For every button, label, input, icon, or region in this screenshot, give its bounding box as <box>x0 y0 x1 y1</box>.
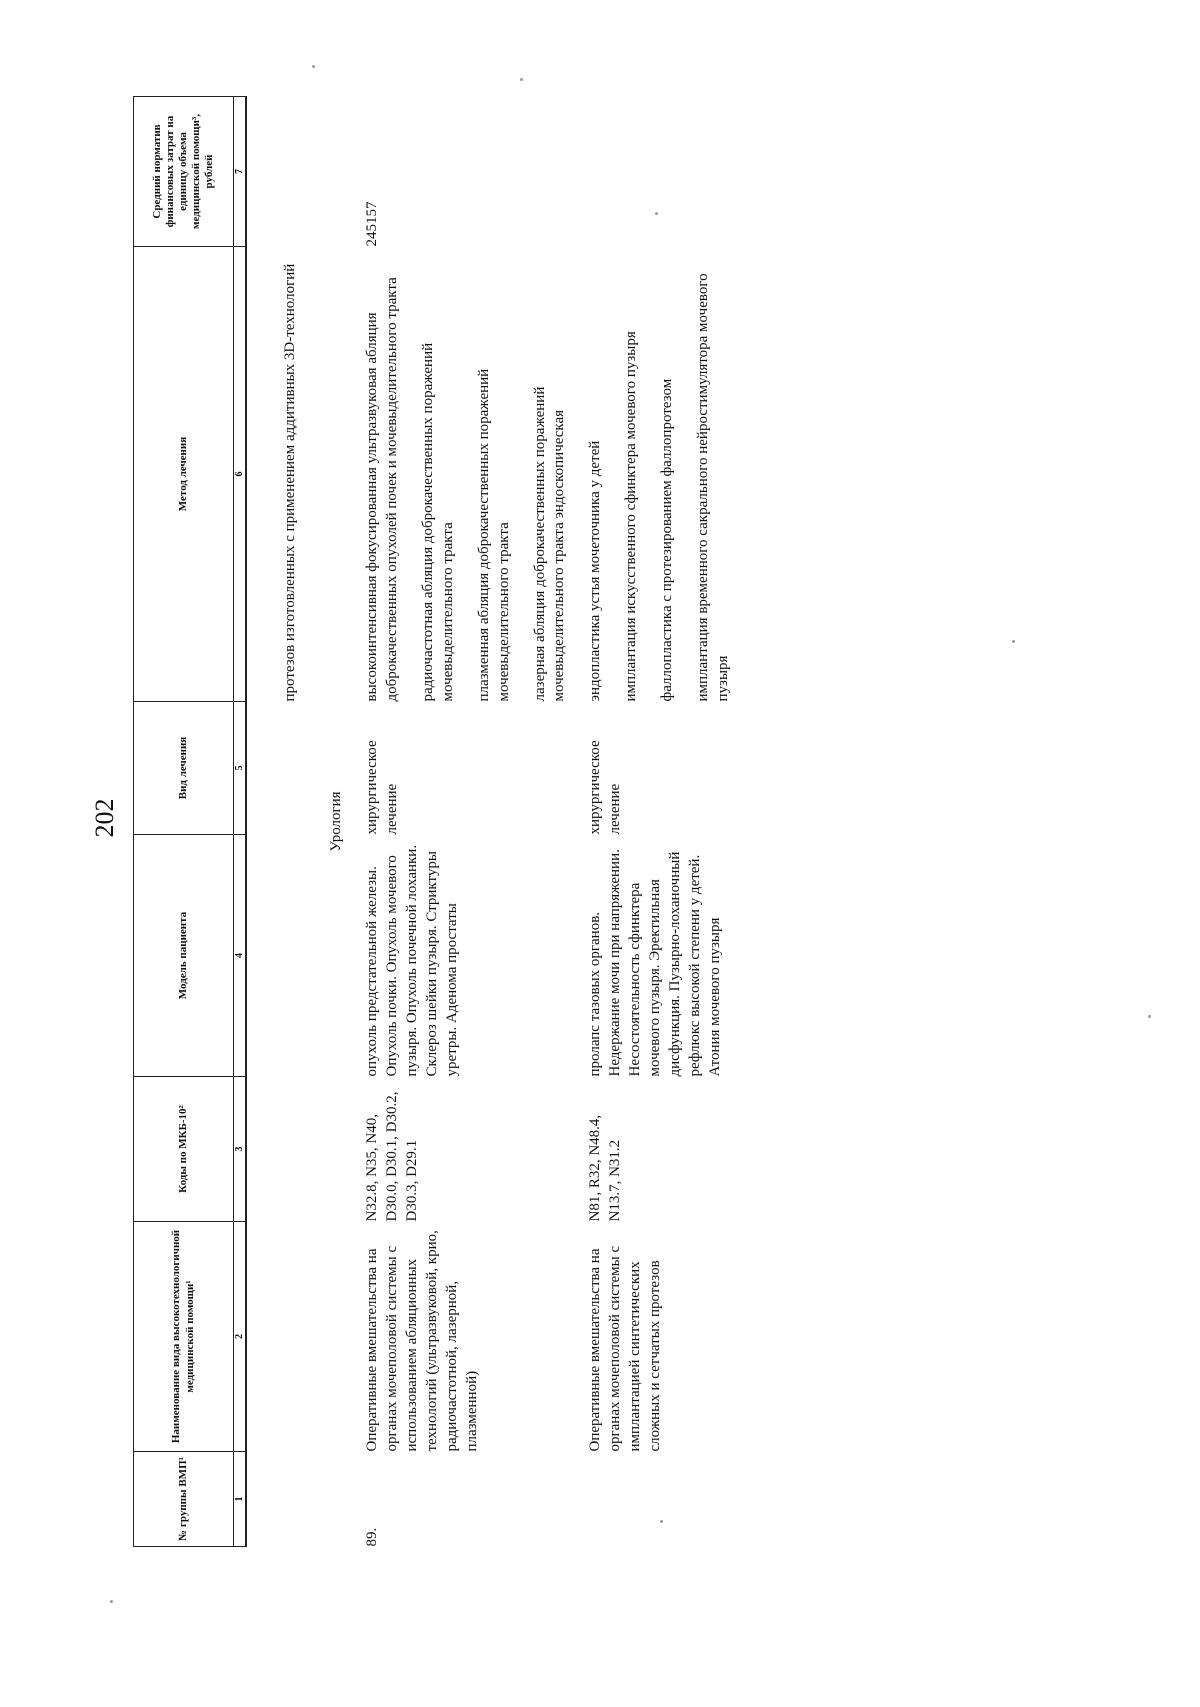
patient-model: опухоль предстательной железы. Опухоль почки. Опухоль мочевого пузыря. Опухоль почечной лоханки. Склероз шейки пузыря. Стриктуры уретры. Аденома простаты <box>363 844 460 1077</box>
icd-codes: N32.8, N35, N40, D30.0, D30.1, D30.2, D30.3, D29.1 <box>363 1091 420 1222</box>
page-number: 202 <box>90 798 119 838</box>
treatment-method: лазерная абляция доброкачественных поражений мочевыделительного тракта эндоскопическая <box>531 386 568 702</box>
treatment-method: радиочастотная абляция доброкачественных поражений мочевыделительного тракта <box>419 342 456 702</box>
treatment-method: имплантация временного сакрального нейростимулятора мочевого пузыря <box>695 273 732 702</box>
scan-speck <box>1148 1015 1151 1018</box>
treatment-type: хирургическое лечение <box>363 740 400 835</box>
treatment-methods <box>586 247 750 702</box>
cost-value <box>586 97 750 247</box>
patient-model: пролапс тазовых органов. Недержание мочи при напряжении. Несостоятельность сфинктера мочевого пузыря. Эректильная дисфункция. Пузырно-лоханочный рефлюкс высокой степени у детей. Атония мочевого пузыря <box>587 849 723 1077</box>
table-header-row <box>134 97 234 1547</box>
scan-speck <box>110 1600 113 1603</box>
column-number: 1 <box>234 1452 247 1547</box>
icd-codes: N81, R32, N48.4, N13.7, N31.2 <box>587 1114 624 1222</box>
table-row <box>363 97 587 1547</box>
header-treatment-method: Метод лечения <box>134 247 234 702</box>
treatment-method: плазменная абляция доброкачественных поражений мочевыделительного тракта <box>475 368 512 702</box>
column-number: 4 <box>234 835 247 1077</box>
treatment-method: фаллопластика с протезированием фаллопротезом <box>659 378 676 702</box>
column-number: 6 <box>234 247 247 702</box>
group-number: 89. <box>363 1527 380 1547</box>
scan-speck <box>312 65 315 68</box>
header-group-number: № группы ВМП¹ <box>134 1452 234 1547</box>
column-number: 7 <box>234 97 247 247</box>
continuation-method: протезов изготовленных с применением аддитивных 3D-технологий <box>282 263 298 702</box>
continuation-row <box>246 97 301 1547</box>
column-number: 2 <box>234 1222 247 1452</box>
treatment-methods <box>363 247 587 702</box>
header-patient-model: Модель пациента <box>134 835 234 1077</box>
column-number: 3 <box>234 1077 247 1222</box>
treatment-method: высокоинтенсивная фокусированная ультразвуковая абляция доброкачественных опухолей почек и мочевыделительного тракта <box>363 277 400 702</box>
section-title: Урология <box>327 791 344 852</box>
rotated-page <box>133 97 1083 1547</box>
care-type-name: Оперативные вмешательства на органах мочеполовой системы с использованием абляционных технологий (ультразвуковой, крио, радиочастотной, лазерной, плазменной) <box>363 1230 480 1452</box>
care-type-name: Оперативные вмешательства на органах мочеполовой системы с имплантацией синтетических сложных и сетчатых протезов <box>587 1245 664 1452</box>
cost-value: 245157 <box>363 201 380 247</box>
column-number: 5 <box>234 702 247 835</box>
treatment-method: эндопластика устья мочеточника у детей <box>587 440 604 702</box>
treatment-method: имплантация искусственного сфинктера мочевого пузыря <box>623 331 640 702</box>
header-care-type-name: Наименование вида высокотехнологичной медицинской помощи¹ <box>134 1222 234 1452</box>
section-row <box>301 97 363 1547</box>
header-icd-codes: Коды по МКБ-10² <box>134 1077 234 1222</box>
group-number <box>586 1452 750 1547</box>
header-treatment-type: Вид лечения <box>134 702 234 835</box>
table-row <box>586 97 750 1547</box>
vmp-table <box>133 96 750 1547</box>
column-numbers-row <box>234 97 247 1547</box>
treatment-type: хирургическое лечение <box>587 740 624 835</box>
header-cost: Средний норматив финансовых затрат на единицу объема медицинской помощи³, рублей <box>134 97 234 247</box>
scan-speck <box>520 78 523 81</box>
